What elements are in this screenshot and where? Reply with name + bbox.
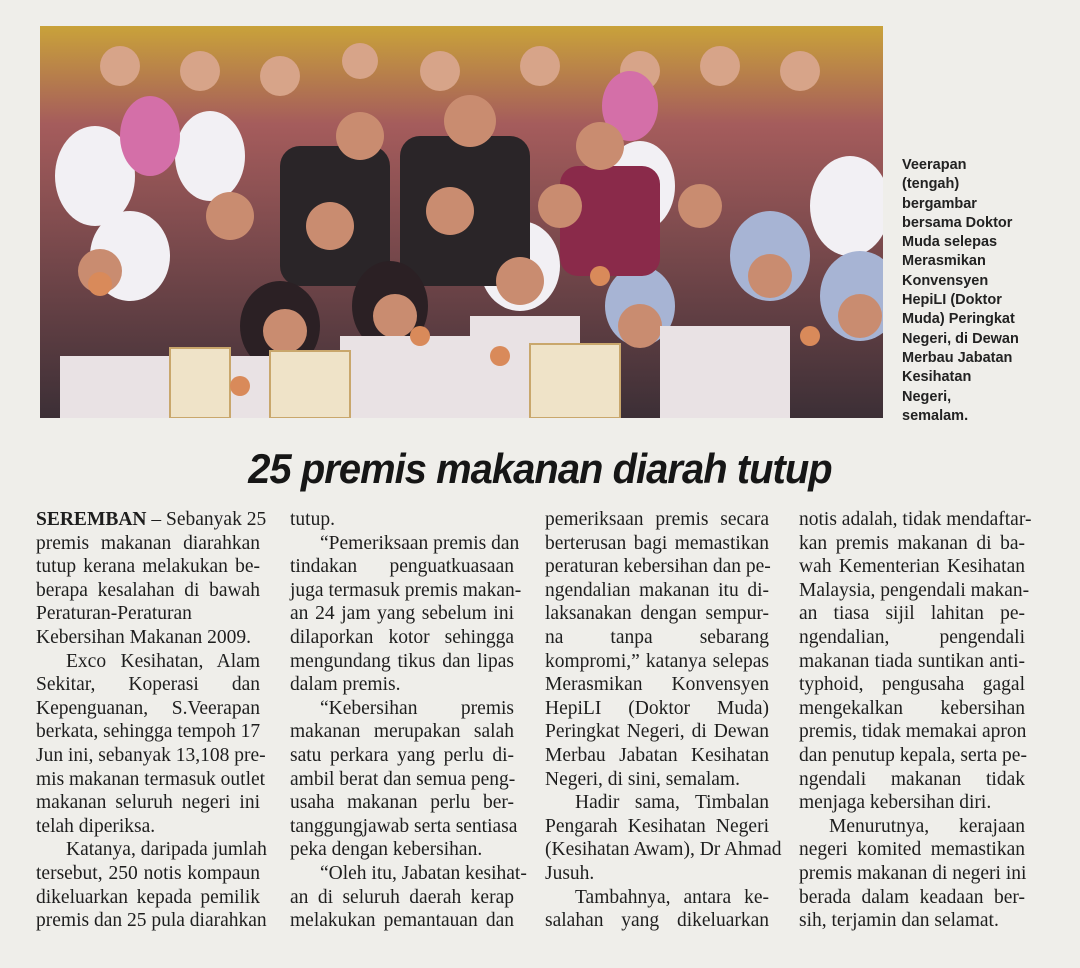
article-line: typhoid, pengusaha gagal [799,674,1025,696]
article-line: Tambahnya, antara ke- [575,886,769,908]
article-line: Peraturan-Peraturan [36,603,192,625]
article-line: Malaysia, pengendali makan- [799,579,1030,601]
article-line: satu perkara yang perlu di- [290,744,514,766]
article-line: (Kesihatan Awam), Dr Ahmad [545,839,782,861]
caption-line: semalam. [902,407,969,424]
article-line: kompromi,” katanya selepas [545,650,769,672]
article-line: HepiLI (Doktor Muda) [545,697,769,719]
caption-line: Merasmikan [902,253,986,270]
article-line: mis makanan termasuk outlet [36,768,266,790]
article-line: Menurutnya, kerajaan [829,815,1025,837]
article-line: Peringkat Negeri, di Dewan [545,721,769,743]
article-line: salahan yang dikeluarkan [545,910,769,932]
article-line: makanan tiada suntikan anti- [799,650,1025,672]
article-line: makanan merupakan salah [290,721,514,743]
article-line: juga termasuk premis makan- [290,579,522,601]
article-line: “Kebersihan premis [320,697,514,719]
article-line: tindakan penguatkuasaan [290,556,514,578]
caption-line: bergambar [902,195,977,212]
article-line: tutup. [290,509,335,530]
article-line: Pengarah Kesihatan Negeri [545,815,769,837]
article-line: tutup kerana melakukan be- [36,556,260,578]
caption-line: Veerapan [902,157,967,173]
news-photo [40,26,883,418]
article-line: berada dalam keadaan ber- [799,886,1025,908]
article-line: berterusan bagi memastikan [545,532,769,554]
article-line: “Oleh itu, Jabatan kesihat- [320,862,527,884]
article-line: Kepenguanan, S.Veerapan [36,697,260,719]
article-line: an tiasa sijil lahitan pe- [799,603,1025,625]
article-line: Jusuh. [545,862,595,884]
article-line: menjaga kebersihan diri. [799,792,992,814]
article-line: tersebut, 250 notis kompaun [36,862,260,884]
article-line: Kebersihan Makanan 2009. [36,626,251,648]
article-line: ambil berat dan semua peng- [290,768,516,790]
article-line: Negeri, di sini, semalam. [545,768,740,790]
caption-line: (tengah) [902,176,960,193]
article-column-3 [545,508,782,933]
article-line: dalam premis. [290,674,401,696]
article-line: an 24 jam yang sebelum ini [290,603,514,625]
caption-line: Kesihatan [902,369,972,386]
article-line: ngendalian makanan itu di- [545,579,769,601]
article-line: SEREMBAN – Sebanyak 25 [36,509,267,530]
article-line: peka dengan kebersihan. [290,839,483,861]
article-line: tanggungjawab serta sentiasa [290,815,518,837]
article-column-2 [290,508,527,933]
article-line: pemeriksaan premis secara [545,509,769,530]
article-line: Merbau Jabatan Kesihatan [545,744,769,766]
caption-line: HepiLI (Doktor [902,292,1002,309]
article-line: peraturan kebersihan dan pe- [545,556,771,578]
caption-line: Negeri, [902,388,952,405]
article-line: dan penutup kepala, serta pe- [799,744,1027,766]
article-line: wah Kementerian Kesihatan [799,556,1025,578]
photo-caption [902,156,1074,426]
article-line: telah diperiksa. [36,815,156,837]
article-line: na tanpa sebarang [545,626,769,648]
article-line: mengekalkan kebersihan [799,697,1025,719]
article-line: makanan seluruh negeri ini [36,792,260,814]
article-line: ngendali makanan tidak [799,768,1025,790]
article-line: melakukan pemantauan dan [290,910,514,932]
article-line: Exco Kesihatan, Alam [66,650,260,672]
article-line: Hadir sama, Timbalan [575,792,769,814]
article-line: ngendalian, pengendali [799,626,1025,648]
article-line: berkata, sehingga tempoh 17 [36,721,261,743]
caption-line: Muda) Peringkat [902,311,1015,328]
article-column-1 [36,508,267,933]
caption-line: Konvensyen [902,272,989,289]
dateline: SEREMBAN [36,509,147,530]
article-line: notis adalah, tidak mendaftar- [799,509,1032,530]
article-line: premis, tidak memakai apron [799,721,1027,743]
article-line: Merasmikan Konvensyen [545,674,769,696]
headline: 25 premis makanan diarah tutup [248,445,832,492]
article-line: premis dan 25 pula diarahkan [36,910,267,932]
article-line: kan premis makanan di ba- [799,532,1025,554]
article-line: “Pemeriksaan premis dan [320,532,520,554]
caption-line: Muda selepas [902,234,998,251]
article-line: dikeluarkan kepada pemilik [36,886,260,908]
article-line: Katanya, daripada jumlah [66,839,267,861]
article-line: laksanakan dengan sempur- [545,603,769,625]
article-line: usaha makanan perlu ber- [290,792,514,814]
article-line: dilaporkan kotor sehingga [290,626,514,648]
article-column-4 [799,508,1032,933]
article-line: negeri komited memastikan [799,839,1025,861]
photo-illustration [40,26,883,418]
article-line: premis makanan diarahkan [36,532,260,554]
article-line: berapa kesalahan di bawah [36,579,260,601]
caption-line: Merbau Jabatan [902,349,1013,366]
article-line: sih, terjamin dan selamat. [799,910,999,932]
article-line: premis makanan di negeri ini [799,862,1027,884]
article-line: an di seluruh daerah kerap [290,886,514,908]
article-line: mengundang tikus dan lipas [290,650,514,672]
article-line: Sekitar, Koperasi dan [36,674,260,696]
caption-line: bersama Doktor [902,214,1013,231]
caption-line: Negeri, di Dewan [902,330,1019,347]
article-line: Jun ini, sebanyak 13,108 pre- [36,744,266,766]
